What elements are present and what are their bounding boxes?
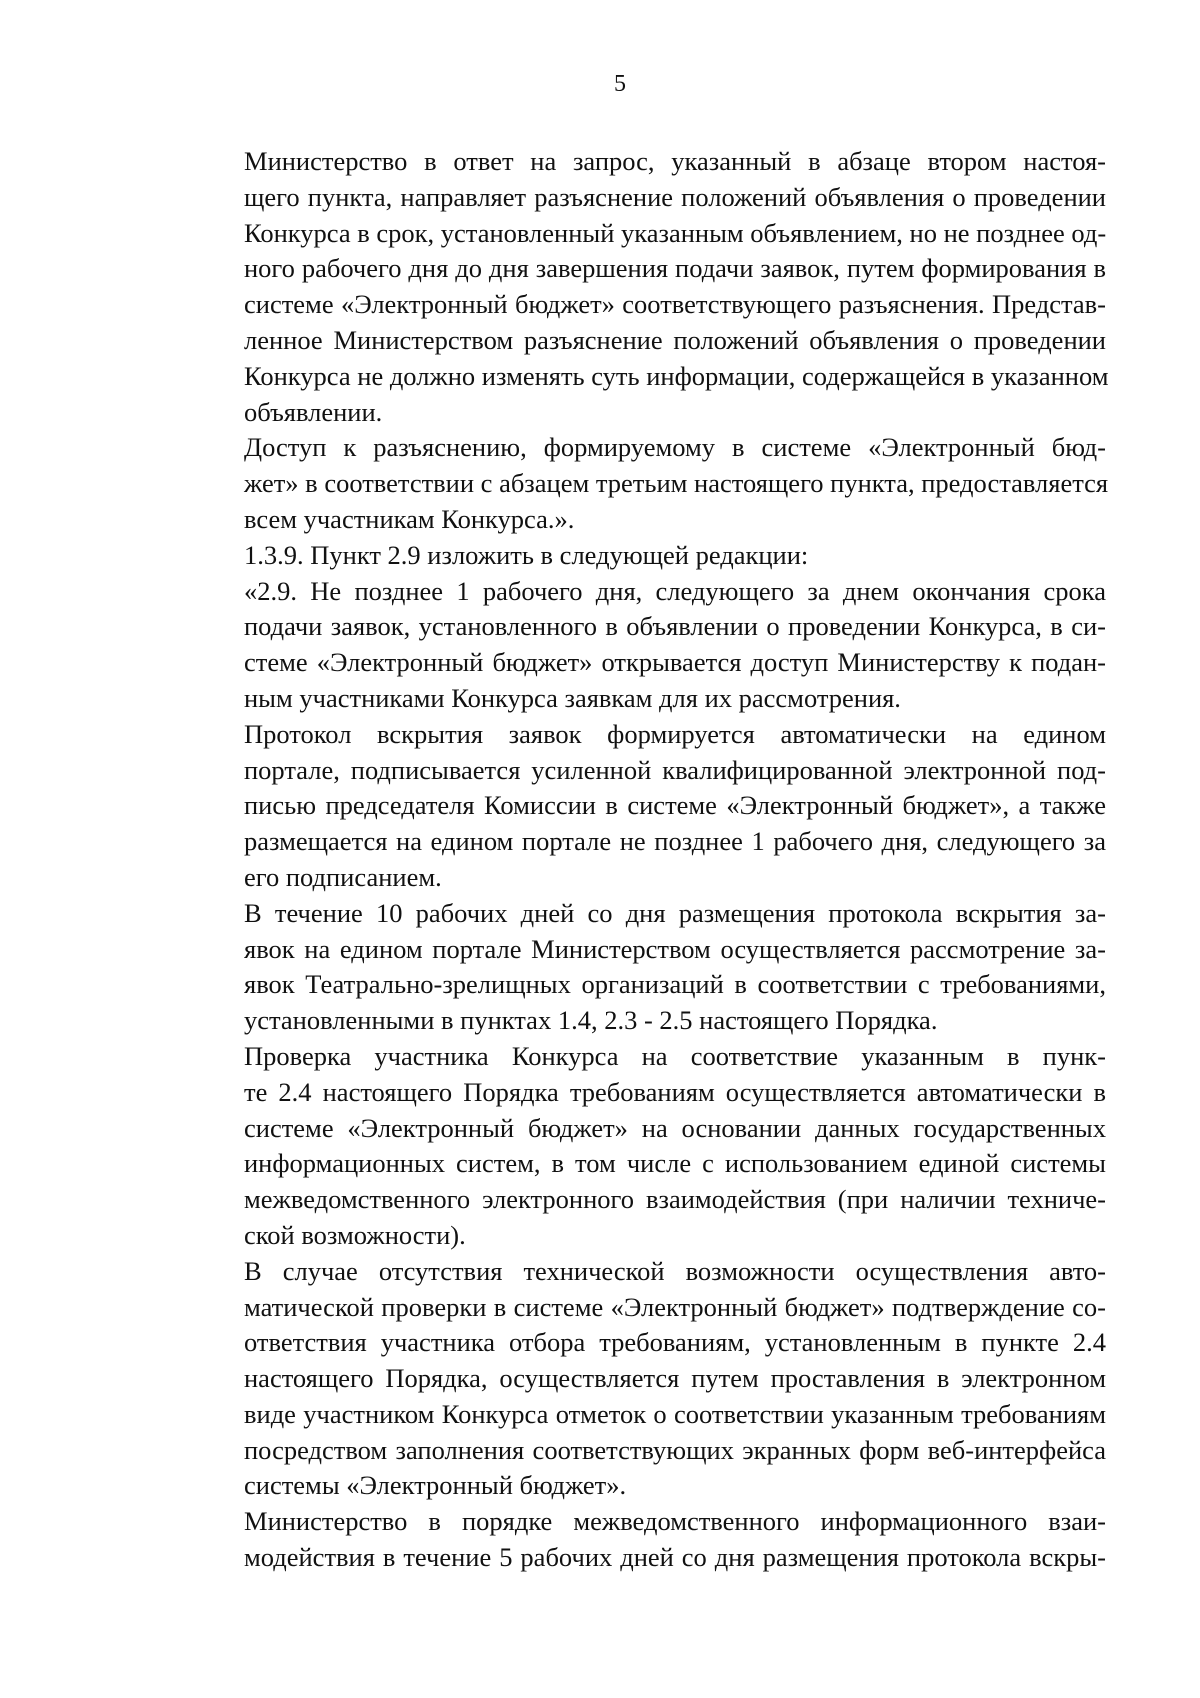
text-line: «2.9. Не позднее 1 рабочего дня, следующего за днем окончания срока <box>244 575 1106 606</box>
paragraph <box>172 1504 1106 1576</box>
document-body <box>172 144 1109 1576</box>
text-line: портале, подписывается усиленной квалифицированной электронной под- <box>244 754 1106 785</box>
text-line: щего пункта, направляет разъяснение положений объявления о проведении <box>244 181 1106 212</box>
text-line: системе «Электронный бюджет» соответствующего разъяснения. Представ- <box>244 289 1106 320</box>
text-line: В случае отсутствия технической возможности осуществления авто- <box>244 1255 1106 1286</box>
paragraph <box>172 144 1109 430</box>
text-line: матической проверки в системе «Электронный бюджет» подтверждение со- <box>244 1291 1106 1322</box>
text-line: ленное Министерством разъяснение положений объявления о проведении <box>244 324 1106 355</box>
paragraph <box>172 1254 1106 1505</box>
text-line: ным участниками Конкурса заявкам для их рассмотрения. <box>244 682 901 713</box>
text-line: установленными в пунктах 1.4, 2.3 - 2.5 настоящего Порядка. <box>244 1005 938 1036</box>
text-line: Доступ к разъяснению, формируемому в системе «Электронный бюд- <box>244 432 1106 463</box>
text-line: информационных систем, в том числе с использованием единой системы <box>244 1148 1106 1179</box>
paragraph <box>172 430 1109 537</box>
text-line: Проверка участника Конкурса на соответствие указанным в пунк- <box>244 1040 1106 1071</box>
text-line: явок Театрально-зрелищных организаций в соответствии с требованиями, <box>244 969 1106 1000</box>
text-line: размещается на едином портале не позднее 1 рабочего дня, следующего за <box>244 826 1106 857</box>
paragraph <box>172 896 1106 1039</box>
text-line: Министерство в порядке межведомственного информационного взаи- <box>244 1506 1106 1537</box>
text-line: стеме «Электронный бюджет» открывается доступ Министерству к подан- <box>244 647 1106 678</box>
text-line: системы «Электронный бюджет». <box>244 1470 627 1501</box>
text-line: подачи заявок, установленного в объявлении о проведении Конкурса, в си- <box>244 611 1106 642</box>
text-line: всем участникам Конкурса.». <box>244 503 575 534</box>
text-line: системе «Электронный бюджет» на основании данных государственных <box>244 1112 1106 1143</box>
text-line: писью председателя Комиссии в системе «Электронный бюджет», а также <box>244 790 1106 821</box>
text-line: Протокол вскрытия заявок формируется автоматически на едином <box>244 718 1106 749</box>
text-line: те 2.4 настоящего Порядка требованиям осуществляется автоматически в <box>244 1076 1106 1107</box>
text-line: Конкурса не должно изменять суть информации, содержащейся в указанном <box>244 360 1109 391</box>
text-line: 1.3.9. Пункт 2.9 изложить в следующей редакции: <box>244 539 809 570</box>
page-number: 5 <box>614 71 626 97</box>
text-line: Министерство в ответ на запрос, указанный в абзаце втором настоя- <box>244 146 1106 176</box>
text-line: виде участником Конкурса отметок о соответствии указанным требованиям <box>244 1398 1106 1429</box>
text-line: объявлении. <box>244 396 383 427</box>
paragraph <box>172 1039 1106 1254</box>
text-line: ответствия участника отбора требованиям, установленным в пункте 2.4 <box>244 1327 1106 1358</box>
text-line: Конкурса в срок, установленный указанным объявлением, но не позднее од- <box>244 217 1107 248</box>
text-line: ской возможности). <box>244 1219 466 1250</box>
paragraph <box>172 574 1106 717</box>
text-line: жет» в соответствии с абзацем третьим настоящего пункта, предоставляется <box>244 468 1109 499</box>
text-line: модействия в течение 5 рабочих дней со дня размещения протокола вскры- <box>244 1542 1106 1573</box>
text-line: В течение 10 рабочих дней со дня размещения протокола вскрытия за- <box>244 897 1106 928</box>
text-line: явок на едином портале Министерством осуществляется рассмотрение за- <box>244 933 1106 964</box>
text-line: настоящего Порядка, осуществляется путем проставления в электронном <box>244 1363 1106 1394</box>
paragraph <box>172 717 1106 896</box>
text-line: посредством заполнения соответствующих экранных форм веб-интерфейса <box>244 1434 1106 1465</box>
text-line: ного рабочего дня до дня завершения подачи заявок, путем формирования в <box>244 253 1106 284</box>
text-line: межведомственного электронного взаимодействия (при наличии техниче- <box>244 1184 1106 1215</box>
text-line: его подписанием. <box>244 861 442 892</box>
paragraph <box>172 538 1106 574</box>
